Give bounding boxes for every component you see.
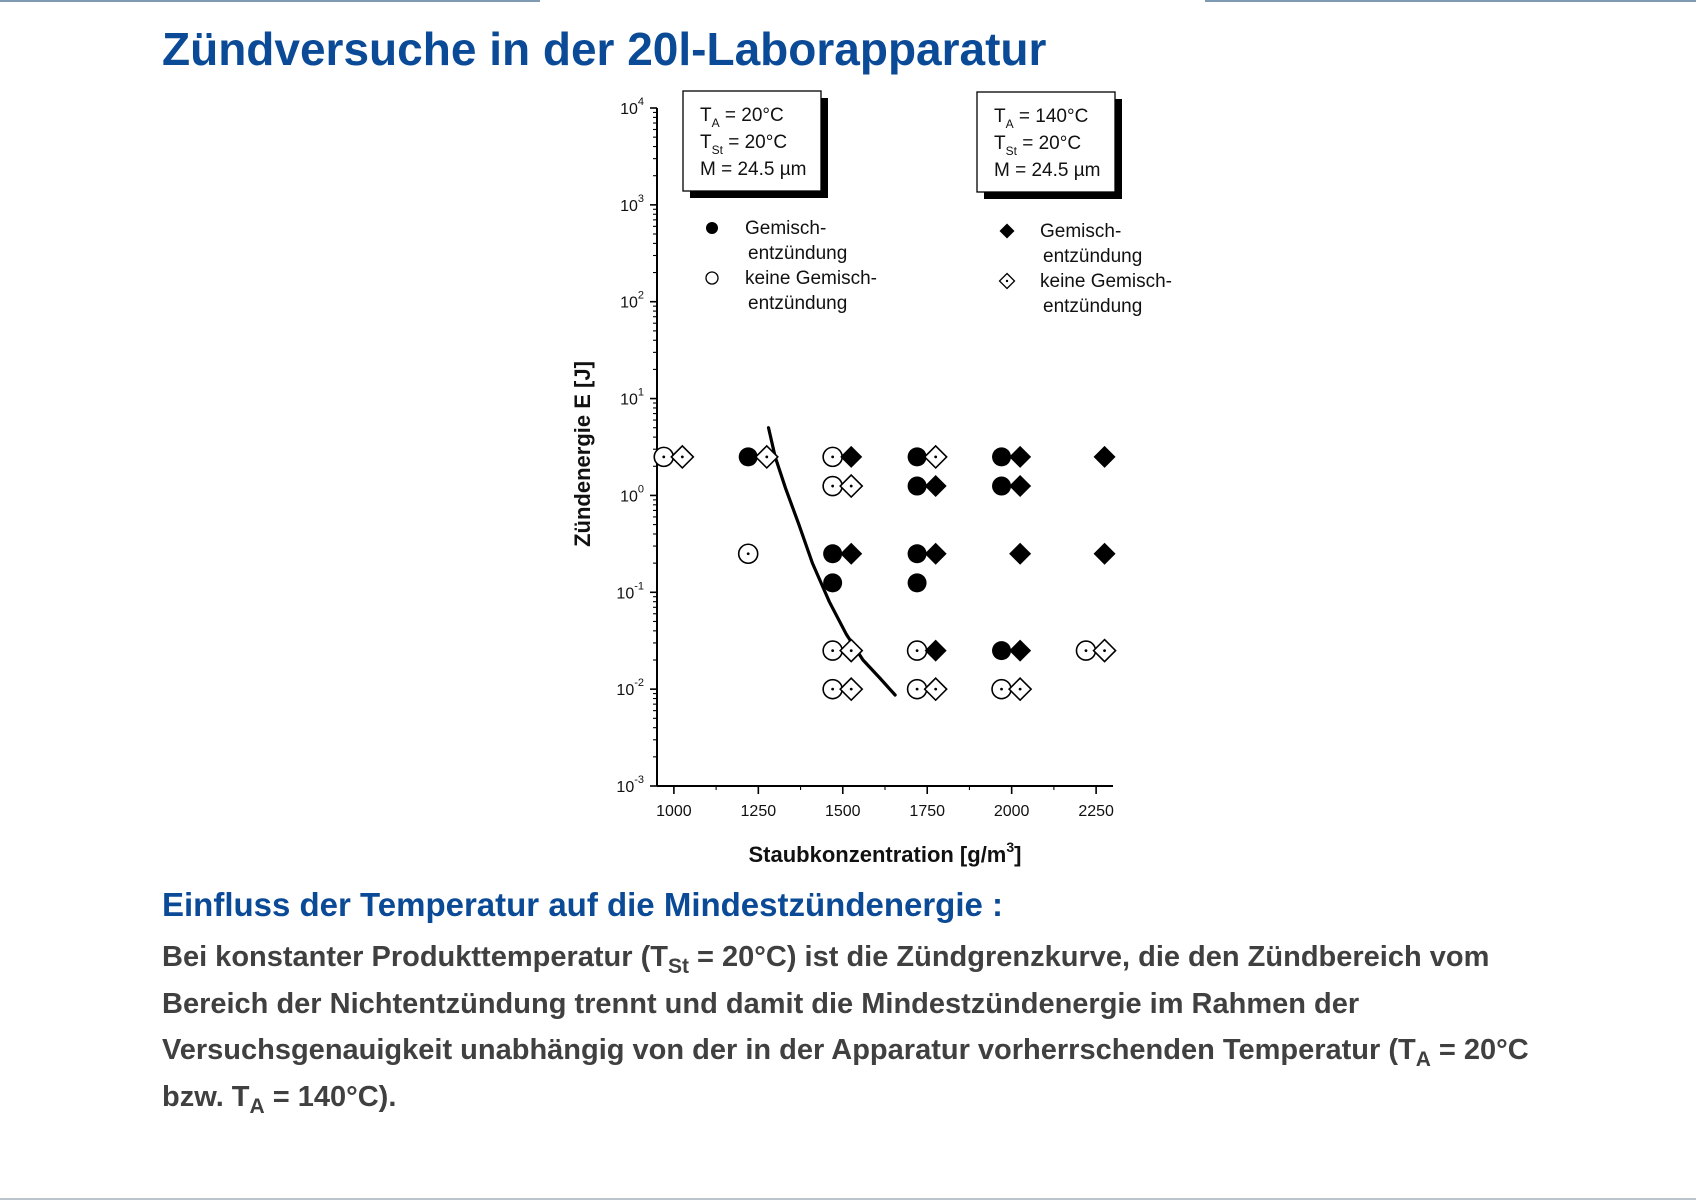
legend-label: entzündung	[1043, 296, 1143, 317]
body-text-main: = 20°C) ist die Zündgrenzkurve, die den Zündbereich vom Bereich der Nichtentzündung trennt und damit die Mindestzündenergie im Rahmen der Versuchsgenauigkeit unabhängig von der in der Apparatur vorherrschenden Temperatur (T	[162, 941, 1490, 1066]
data-point	[1009, 678, 1031, 700]
data-point	[1009, 543, 1031, 565]
marker-center-dot	[850, 485, 853, 488]
data-point	[1009, 640, 1031, 662]
body-paragraph	[162, 934, 1582, 1120]
page-title: Zündversuche in der 20l-Laborapparatur	[162, 23, 1047, 75]
data-point	[840, 446, 862, 468]
x-tick-label: 1000	[656, 803, 692, 820]
marker-center-dot	[916, 649, 919, 652]
x-axis-title: Staubkonzentration $[g/m^3]$	[748, 839, 1022, 867]
y-tick-label: $10^3$	[620, 192, 644, 215]
legend-label: keine Gemisch-	[1040, 271, 1172, 292]
marker-center-dot	[1103, 649, 1106, 652]
data-point	[925, 475, 947, 497]
marker-center-dot	[934, 688, 937, 691]
subscript-st: St	[667, 955, 689, 978]
marker-center-dot	[934, 455, 937, 458]
data-point	[840, 475, 862, 497]
marker-center-dot	[765, 455, 768, 458]
data-point	[1009, 475, 1031, 497]
condition-line: $T_{St} = 20^\circ C$	[700, 132, 788, 157]
data-point	[840, 678, 862, 700]
data-point	[992, 447, 1011, 466]
x-tick-label: 2000	[993, 803, 1030, 820]
marker-center-dot	[850, 688, 853, 691]
y-tick-label: $10^1$	[620, 386, 644, 409]
legend-label: keine Gemisch-	[745, 268, 877, 289]
data-point	[1094, 543, 1116, 565]
data-point	[925, 446, 947, 468]
marker-center-dot	[831, 485, 834, 488]
data-point	[1094, 446, 1116, 468]
y-tick-label: $10^{-3}$	[616, 774, 644, 796]
legend-marker	[1000, 224, 1015, 239]
y-axis-title: Zündenergie E [J]	[570, 361, 595, 547]
data-point	[908, 477, 927, 496]
y-tick-label: $10^0$	[620, 483, 644, 506]
data-point	[671, 446, 693, 468]
section-heading: Einfluss der Temperatur auf die Mindestzündenergie :	[162, 886, 1004, 923]
subscript-a-2: A	[249, 1094, 265, 1118]
marker-center-dot	[831, 649, 834, 652]
legend-label: Gemisch-	[745, 218, 827, 239]
data-point	[925, 640, 947, 662]
x-tick-label: 1750	[909, 803, 946, 820]
data-point	[925, 678, 947, 700]
data-point	[925, 543, 947, 565]
condition-line: M = 24.5 µm	[700, 159, 807, 180]
marker-center-dot	[831, 688, 834, 691]
y-tick-label: $10^4$	[620, 96, 644, 118]
data-point	[823, 447, 842, 466]
body-text-intro: Bei konstanter Produkttemperatur (T	[162, 941, 668, 973]
legend-label: Gemisch-	[1040, 221, 1122, 242]
data-point	[840, 543, 862, 565]
legend-marker	[706, 222, 718, 234]
marker-center-dot	[1000, 688, 1003, 691]
marker-center-dot	[916, 688, 919, 691]
y-tick-label: $10^{-1}$	[616, 580, 644, 603]
data-point	[992, 641, 1011, 660]
body-text-mid: = 20°C bzw. T	[162, 1034, 1529, 1113]
x-tick-label: 2250	[1078, 803, 1114, 820]
legend-label: entzündung	[1043, 246, 1143, 267]
marker-center-dot	[1085, 649, 1088, 652]
data-point	[739, 544, 758, 563]
condition-line: $T_A = 140^\circ C$	[994, 106, 1089, 131]
condition-line: $T_{St} = 20^\circ C$	[994, 133, 1082, 158]
data-point	[840, 640, 862, 662]
data-point	[992, 477, 1011, 496]
marker-center-dot	[850, 649, 853, 652]
data-point	[823, 544, 842, 563]
y-tick-label: $10^{-2}$	[616, 677, 644, 700]
marker-center-dot	[747, 552, 750, 555]
data-point	[1094, 640, 1116, 662]
data-point	[823, 573, 842, 592]
legend-label: entzündung	[748, 293, 848, 314]
marker-center-dot	[831, 455, 834, 458]
marker-center-dot	[681, 455, 684, 458]
data-point	[908, 573, 927, 592]
data-point	[908, 544, 927, 563]
x-tick-label: 1500	[824, 803, 861, 820]
marker-center-dot	[1006, 280, 1008, 282]
marker-center-dot	[662, 455, 665, 458]
subscript-a-1: A	[1415, 1048, 1431, 1071]
data-point	[908, 641, 927, 660]
legend-marker	[706, 272, 718, 284]
condition-line: $T_A = 20^\circ C$	[700, 105, 784, 130]
y-tick-label: $10^2$	[620, 289, 644, 312]
marker-center-dot	[1019, 688, 1022, 691]
condition-line: M = 24.5 µm	[994, 160, 1101, 181]
data-point	[1009, 446, 1031, 468]
legend-label: entzündung	[748, 243, 848, 264]
body-text-end: = 140°C).	[264, 1080, 397, 1113]
legend-marker	[1000, 274, 1015, 289]
x-tick-label: 1250	[740, 803, 777, 820]
